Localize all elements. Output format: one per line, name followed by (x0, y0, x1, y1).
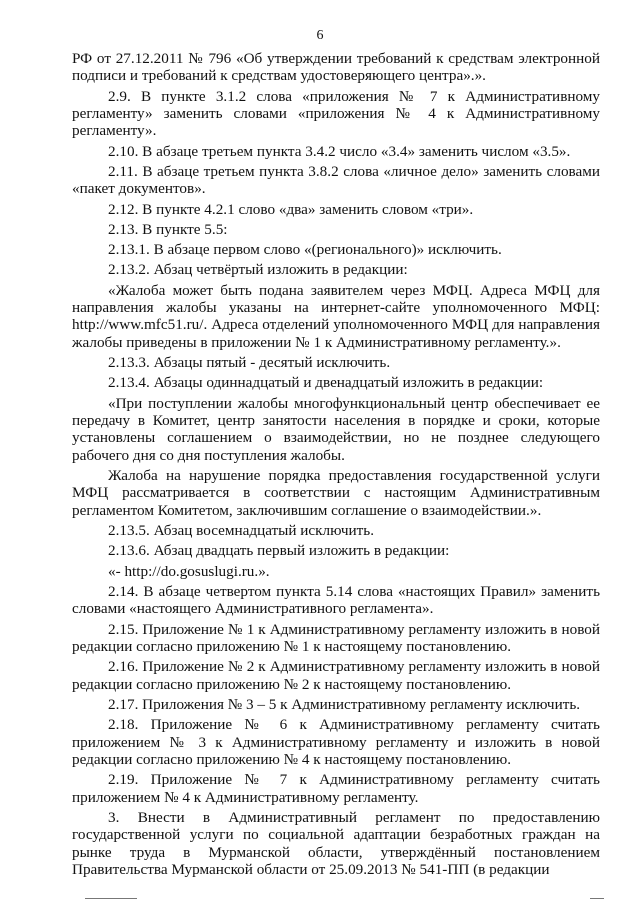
footer-rule-right (590, 898, 604, 899)
paragraph: 2.13.1. В абзаце первом слово «(регионального)» исключить. (108, 241, 502, 259)
page-number: 6 (316, 28, 324, 43)
paragraph: 2.12. В пункте 4.2.1 слово «два» заменить словом «три». (108, 200, 474, 218)
paragraph: 2.16. Приложение № 2 к Административному регламенту изложить в новой редакции согласно приложению № 2 к настоящему постановлению. (72, 658, 600, 693)
paragraph: 3. Внести в Административный регламент по предоставлению государственной услуги по социальной адаптации безработных граждан на рынке труда в Мурманской области, утверждённый постановлением Правительства Мурманской области от 25.09.2013 № 541-ПП (в редакции (72, 808, 600, 879)
paragraph: 2.11. В абзаце третьем пункта 3.8.2 слова «личное дело» заменить словами «пакет документов». (72, 162, 600, 198)
paragraph: 2.13.2. Абзац четвёртый изложить в редакции: (108, 261, 408, 279)
document-body (72, 50, 600, 881)
paragraph: РФ от 27.12.2011 № 796 «Об утверждении требований к средствам электронной подписи и требований к средствам удостоверяющего центра».». (72, 50, 600, 85)
footer-rule-left (85, 898, 137, 899)
paragraph: Жалоба на нарушение порядка предоставления государственной услуги МФЦ рассматривается в соответствии с настоящим Административным регламентом Комитетом, заключившим соглашение о взаимодействии.». (72, 467, 600, 519)
paragraph: 2.13. В пункте 5.5: (108, 220, 228, 238)
paragraph: 2.9. В пункте 3.1.2 слова «приложения № 7 к Административному регламенту» заменить словами «приложения № 4 к Административному регламенту». (72, 87, 600, 140)
paragraph: «При поступлении жалобы многофункциональный центр обеспечивает ее передачу в Комитет, центр занятости населения в порядке и сроки, которые установлены соглашением о взаимодействии, но не позднее следующего рабочего дня со дня поступления жалобы. (72, 394, 600, 464)
paragraph: 2.13.3. Абзацы пятый - десятый исключить. (108, 354, 391, 372)
paragraph: 2.17. Приложения № 3 – 5 к Административному регламенту исключить. (108, 695, 581, 713)
paragraph: 2.13.4. Абзацы одиннадцатый и двенадцатый изложить в редакции: (108, 374, 544, 392)
paragraph: 2.18. Приложение № 6 к Административному регламенту считать приложением № 3 к Административному регламенту и изложить в новой редакции согласно приложению № 4 к настоящему постановлению. (72, 716, 600, 768)
paragraph: 2.13.6. Абзац двадцать первый изложить в редакции: (108, 542, 450, 560)
paragraph: 2.14. В абзаце четвертом пункта 5.14 слова «настоящих Правил» заменить словами «настоящего Административного регламента». (72, 582, 600, 618)
paragraph: 2.19. Приложение № 7 к Административному регламенту считать приложением № 4 к Административному регламенту. (72, 771, 600, 806)
paragraph: «- http://do.gosuslugi.ru.». (108, 562, 270, 580)
paragraph: «Жалоба может быть подана заявителем через МФЦ. Адреса МФЦ для направления жалобы указаны на интернет-сайте уполномоченного МФЦ: http://www.mfc51.ru/. Адреса отделений уполномоченного МФЦ для направления жалобы приведены в приложении № 1 к Административному регламенту.». (72, 281, 600, 351)
paragraph: 2.13.5. Абзац восемнадцатый исключить. (108, 522, 375, 540)
paragraph: 2.10. В абзаце третьем пункта 3.4.2 число «3.4» заменить числом «3.5». (108, 142, 571, 160)
paragraph: 2.15. Приложение № 1 к Административному регламенту изложить в новой редакции согласно приложению № 1 к настоящему постановлению. (72, 620, 600, 655)
